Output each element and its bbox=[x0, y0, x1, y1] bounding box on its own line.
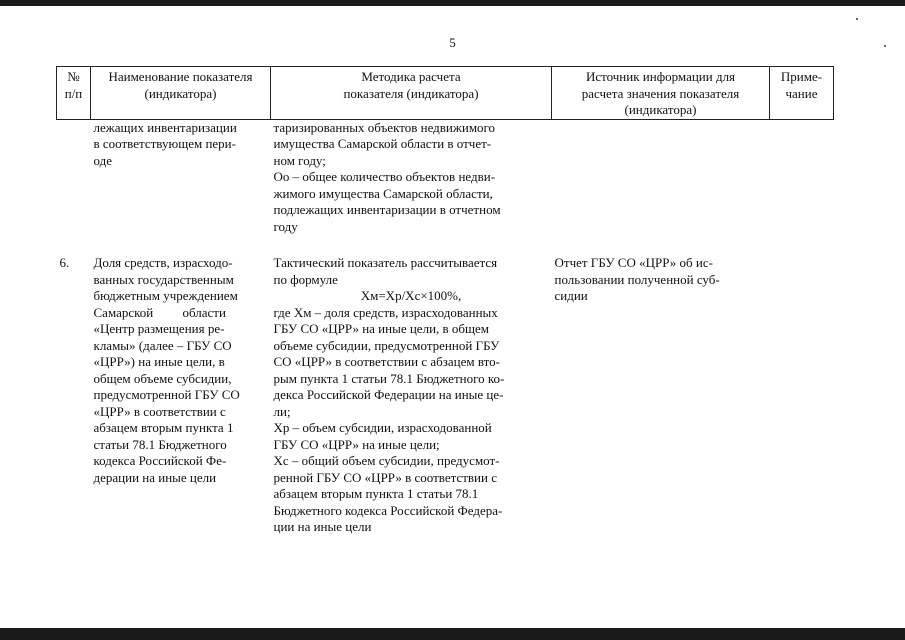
cell-method: таризированных объектов недвижимого имущества Самарской области в отчет- ном году; Оо – общее количество объектов недви- жимого имущества Самарской области, подлежащих инвентаризации в отчетном году bbox=[273, 119, 501, 234]
cell-note bbox=[770, 255, 834, 536]
table-row-continuation bbox=[57, 119, 834, 235]
top-scan-border bbox=[0, 0, 905, 6]
header-note: Приме- чание bbox=[770, 67, 834, 120]
scan-speck bbox=[856, 18, 858, 20]
formula: Хм=Хр/Хс×100%, bbox=[360, 288, 462, 303]
header-method: Методика расчета показателя (индикатора) bbox=[271, 67, 552, 120]
bottom-scan-border bbox=[0, 628, 905, 640]
cell-num: 6. bbox=[59, 255, 70, 270]
cell-source: Отчет ГБУ СО «ЦРР» об ис- пользовании полученной суб- сидии bbox=[554, 255, 720, 303]
page-number: 5 bbox=[449, 35, 456, 50]
header-source: Источник информации для расчета значения показателя (индикатора) bbox=[552, 67, 770, 120]
table-header-row bbox=[57, 67, 834, 120]
cell-num bbox=[57, 119, 91, 235]
indicators-table bbox=[56, 66, 834, 536]
cell-name: Доля средств, израсходо- ванных государственным бюджетным учреждением Самарской области «Центр размещения ре- кламы» (далее – ГБУ СО «ЦРР») на иные цели, в общем объеме субсидии, предусмотренной ГБУ СО «ЦРР» в соответствии с абзацем вторым пункта 1 статьи 78.1 Бюджетного кодекса Российской Фе- дерации на иные цели bbox=[93, 255, 240, 485]
row-spacer bbox=[57, 235, 834, 255]
cell-name: лежащих инвентаризации в соответствующем пери- оде bbox=[93, 119, 237, 168]
cell-method: Тактический показатель рассчитывается по формуле Хм=Хр/Хс×100%, где Хм – доля средств, израсходованных ГБУ СО «ЦРР» на иные цели, в общем объеме субсидии, предусмотренной ГБУ СО «ЦРР» в соответствии с абзацем вто- рым пункта 1 статьи 78.1 Бюджетного ко- декса Российской Федерации на иные це- ли; Хр – объем субсидии, израсходованной ГБУ СО «ЦРР» на иные цели; Хс – общий объем субсидии, предусмот- ренной ГБУ СО «ЦРР» в соответствии с абзацем вторым пункта 1 статьи 78.1 Бюджетного кодекса Российской Федера- ции на иные цели bbox=[271, 255, 552, 536]
cell-source bbox=[552, 119, 770, 235]
header-name: Наименование показателя (индикатора) bbox=[91, 67, 271, 120]
cell-note bbox=[770, 119, 834, 235]
table-row-6 bbox=[57, 255, 834, 536]
header-num: № п/п bbox=[57, 67, 91, 120]
